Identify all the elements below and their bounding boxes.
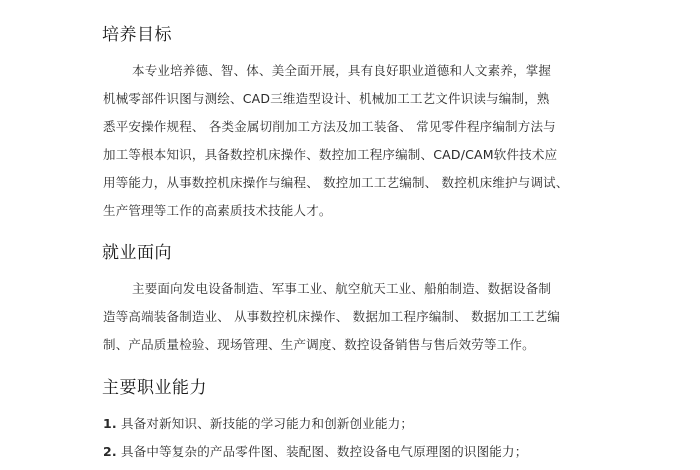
list-item-number: 1. xyxy=(103,416,117,431)
list-item xyxy=(103,442,527,460)
section-heading-training: 培养目标 xyxy=(102,25,172,45)
paragraph-line: 用等能力，从事数控机床操作与编程、 数控加工工艺编制、 数控机床维护与调试、 xyxy=(103,175,569,190)
paragraph-line: 主要面向发电设备制造、军事工业、航空航天工业、船舶制造、数据设备制 xyxy=(132,281,552,296)
paragraph-line: 悉平安操作规程、 各类金属切削加工方法及加工装备、 常见零件程序编制方法与 xyxy=(103,119,556,134)
paragraph-line: 加工等根本知识，具备数控机床操作、数控加工程序编制、CAD/CAM软件技术应 xyxy=(103,147,558,162)
paragraph-line: 制、产品质量检验、现场管理、生产调度、数控设备销售与售后效劳等工作。 xyxy=(103,337,535,352)
list-item-text: 具备中等复杂的产品零件图、装配图、数控设备电气原理图的识图能力； xyxy=(121,444,528,459)
paragraph-line: 造等高端装备制造业、 从事数控机床操作、 数据加工程序编制、 数据加工工艺编 xyxy=(103,309,561,324)
paragraph-line: 本专业培养德、智、体、美全面开展，具有良好职业道德和人文素养，掌握 xyxy=(132,63,552,78)
paragraph-line: 生产管理等工作的高素质技术技能人才。 xyxy=(103,203,332,218)
section-heading-abilities: 主要职业能力 xyxy=(102,378,207,398)
list-item xyxy=(103,414,413,432)
list-item-text: 具备对新知识、新技能的学习能力和创新创业能力； xyxy=(121,416,414,431)
paragraph-line: 机械零部件识图与测绘、CAD三维造型设计、机械加工工艺文件识读与编制，熟 xyxy=(103,91,550,106)
list-item-number: 2. xyxy=(103,444,117,459)
section-heading-employment: 就业面向 xyxy=(102,243,172,263)
